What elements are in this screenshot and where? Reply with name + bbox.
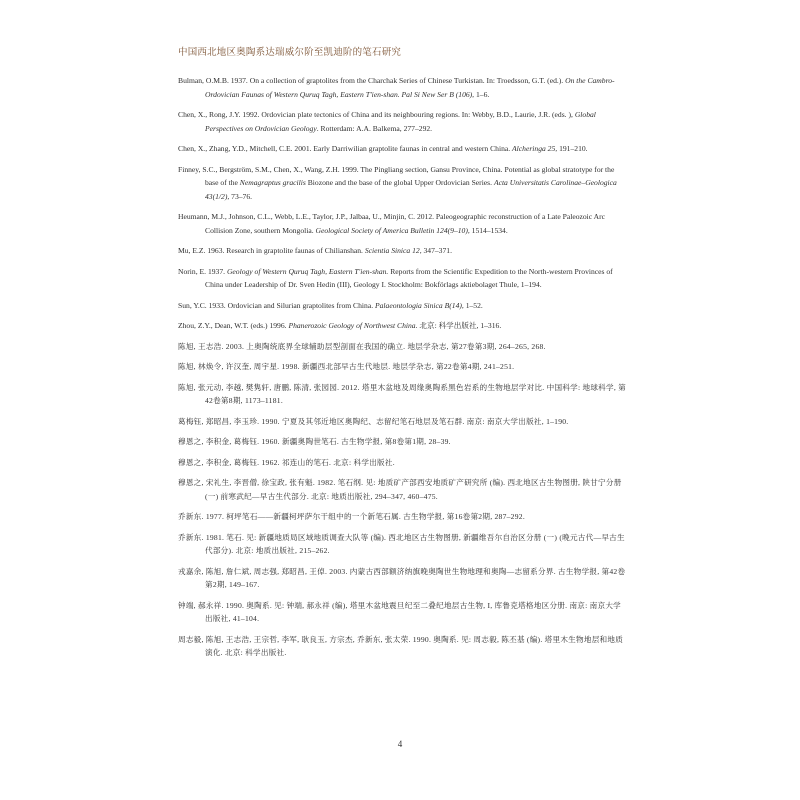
reference-entry bbox=[178, 565, 628, 592]
reference-italic-text: Scientia Sinica 12, bbox=[364, 246, 422, 255]
reference-entry bbox=[178, 244, 628, 258]
reference-text: 葛梅钰, 郑昭昌, 李玉珍. 1990. 宁夏及其邻近地区奥陶纪、志留纪笔石地层及笔石群. 南京: 南京大学出版社, 1–190. bbox=[178, 416, 569, 426]
reference-text: Norin, E. 1937. bbox=[178, 266, 227, 276]
reference-entry bbox=[178, 476, 628, 503]
reference-text: Finney, S.C., Bergström, S.M., Chen, X., Wang, Z.H. 1999. The Pingliang section, Gansu Province, China. Potential as global stratotype for the base of the bbox=[178, 164, 615, 187]
reference-italic-text: On the Cambro-Ordovician Faunas of Western Quruq Tagh, Eastern T'ien-shan. Pal Si New Ser B (106), bbox=[205, 76, 615, 99]
reference-text: 1514–1534. bbox=[469, 225, 508, 235]
reference-italic-text: Geological Society of America Bulletin 124(9–10), bbox=[315, 225, 470, 235]
reference-text: 穆恩之, 宋礼生, 李晋僧, 徐宝政, 张有魁. 1982. 笔石纲. 见: 地质矿产部西安地质矿产研究所 (编). 西北地区古生物图册, 陕甘宁分册 (一) 前寒武纪—早古生代部分. 北京: 地质出版社, 294–347, 460–475. bbox=[178, 478, 622, 501]
reference-entry bbox=[178, 599, 628, 626]
reference-text: Mu, E.Z. 1963. Research in graptolite faunas of Chilianshan. bbox=[178, 246, 365, 255]
reference-text: Sun, Y.C. 1933. Ordovician and Silurian graptolites from China. bbox=[178, 300, 375, 310]
reference-text: Heumann, M.J., Johnson, C.L., Webb, L.E., Taylor, J.P., Jalbaa, U., Minjin, C. 2012. Paleogeographic reconstruction of a Late Paleozoic Arc Collision Zone, southern Mongolia. bbox=[178, 212, 606, 235]
reference-entry bbox=[178, 633, 628, 660]
reference-text: 乔新东. 1977. 柯坪笔石——新疆柯坪萨尔干组中的一个新笔石属. 古生物学报, 第16卷第2期, 287–292. bbox=[178, 512, 525, 521]
reference-entry bbox=[178, 142, 628, 156]
reference-entry bbox=[178, 319, 628, 333]
reference-text: 北京: 科学出版社, 1–316. bbox=[417, 321, 502, 330]
reference-italic-text: Global Perspectives on Ordovician Geology bbox=[205, 110, 596, 133]
reference-entry bbox=[178, 340, 628, 354]
reference-text: 钟端, 郝永祥. 1990. 奥陶系. 见: 钟端, 郝永祥 (编), 塔里木盆地震旦纪至二叠纪地层古生物, I, 库鲁克塔格地区分册. 南京: 南京大学出版社, 41–104. bbox=[178, 600, 622, 623]
reference-italic-text: Geology of Western Quruq Tagh, Eastern T'ien-shan. bbox=[226, 266, 389, 276]
reference-text: 陈旭, 林焕令, 许汉奎, 周宇星. 1998. 新疆西北部早古生代地层. 地层学杂志, 第22卷第4期, 241–251. bbox=[178, 362, 515, 371]
reference-text: . Rotterdam: A.A. Balkema, 277–292. bbox=[316, 123, 433, 133]
reference-text: 73–76. bbox=[229, 191, 253, 201]
reference-entry bbox=[178, 456, 628, 470]
reference-text: 穆恩之, 李积金, 葛梅钰. 1960. 新疆奥陶世笔石. 古生物学报, 第8卷第1期, 28–39. bbox=[178, 437, 451, 446]
reference-entry bbox=[178, 415, 628, 429]
running-head: 中国西北地区奥陶系达瑞威尔阶至凯迪阶的笔石研究 bbox=[178, 48, 402, 58]
reference-list bbox=[178, 74, 628, 667]
reference-text: Reports from the Scientific Expedition to the North-western Provinces of China under Leadership of Dr. Sven Hedin (III), Geology I. Stockholm: Bokförlags aktiebolaget Thule, 1–194. bbox=[205, 266, 613, 289]
reference-entry bbox=[178, 531, 628, 558]
reference-italic-text: Nemagraptus gracilis bbox=[239, 178, 306, 187]
reference-entry bbox=[178, 381, 628, 408]
page-number: 4 bbox=[397, 739, 403, 749]
reference-italic-text: Alcheringa 25, bbox=[512, 144, 558, 153]
reference-text: 戎嘉余, 陈旭, 詹仁斌, 周志强, 郑昭昌, 王倬. 2003. 内蒙古西部额济纳旗晚奥陶世生物地理和奥陶—志留系分界. 古生物学报, 第42卷第2期, 149–167. bbox=[178, 566, 626, 589]
reference-text: Chen, X., Zhang, Y.D., Mitchell, C.E. 2001. Early Darriwilian graptolite faunas in central and western China. bbox=[178, 144, 513, 153]
reference-entry bbox=[178, 435, 628, 449]
reference-text: 191–210. bbox=[557, 144, 588, 153]
reference-italic-text: Acta Universitatis Carolinae–Geologica 43(1/2), bbox=[205, 178, 617, 201]
reference-text: Biozone and the base of the global Upper Ordovician Series. bbox=[305, 178, 494, 187]
reference-text: 1–6. bbox=[474, 89, 490, 99]
reference-text: 1–52. bbox=[463, 300, 483, 310]
reference-text: 周志毅, 陈旭, 王志浩, 王宗哲, 李军, 耿良玉, 方宗杰, 乔新东, 张太荣. 1990. 奥陶系. 见: 周志毅, 陈丕基 (编). 塔里木生物地层和地质演化. 北京: 科学出版社. bbox=[178, 634, 624, 657]
reference-text: Chen, X., Rong, J.Y. 1992. Ordovician plate tectonics of China and its neighbouring regions. In: Webby, B.D., Laurie, J.R. (eds. ), bbox=[178, 110, 575, 119]
reference-text: Zhou, Z.Y., Dean, W.T. (eds.) 1996. bbox=[178, 321, 289, 330]
reference-entry bbox=[178, 163, 628, 204]
reference-entry bbox=[178, 74, 628, 101]
reference-text: 陈旭, 张元动, 李越, 樊隽轩, 唐鹏, 陈清, 张园园. 2012. 塔里木盆地及周缘奥陶系黑色岩系的生物地层学对比. 中国科学: 地球科学, 第42卷第8期, 1173–1181. bbox=[178, 382, 627, 405]
reference-entry bbox=[178, 265, 628, 292]
reference-entry bbox=[178, 510, 628, 524]
reference-text: Bulman, O.M.B. 1937. On a collection of graptolites from the Charchak Series of Chinese Turkistan. In: Troedsson, G.T. (ed.). bbox=[178, 76, 566, 85]
reference-text: 347–371. bbox=[421, 246, 452, 255]
reference-italic-text: Palaeontologia Sinica B(14), bbox=[375, 300, 464, 310]
reference-text: 乔新东. 1981. 笔石. 见: 新疆地质局区域地质调查大队等 (编). 西北地区古生物图册, 新疆维吾尔自治区分册 (一) (晚元古代—早古生代部分). 北京: 地质出版社, 215–262. bbox=[178, 532, 625, 555]
reference-italic-text: Phanerozoic Geology of Northwest China. bbox=[288, 321, 418, 330]
reference-entry bbox=[178, 299, 628, 313]
reference-text: 穆恩之, 李积金, 葛梅钰. 1962. 祁连山的笔石. 北京: 科学出版社. bbox=[178, 457, 395, 467]
reference-entry bbox=[178, 108, 628, 135]
reference-text: 陈旭, 王志浩. 2003. 上奥陶统底界全球辅助层型剖面在我国的确立. 地层学杂志, 第27卷第3期, 264–265, 268. bbox=[178, 341, 546, 351]
reference-entry bbox=[178, 360, 628, 374]
reference-entry bbox=[178, 210, 628, 237]
